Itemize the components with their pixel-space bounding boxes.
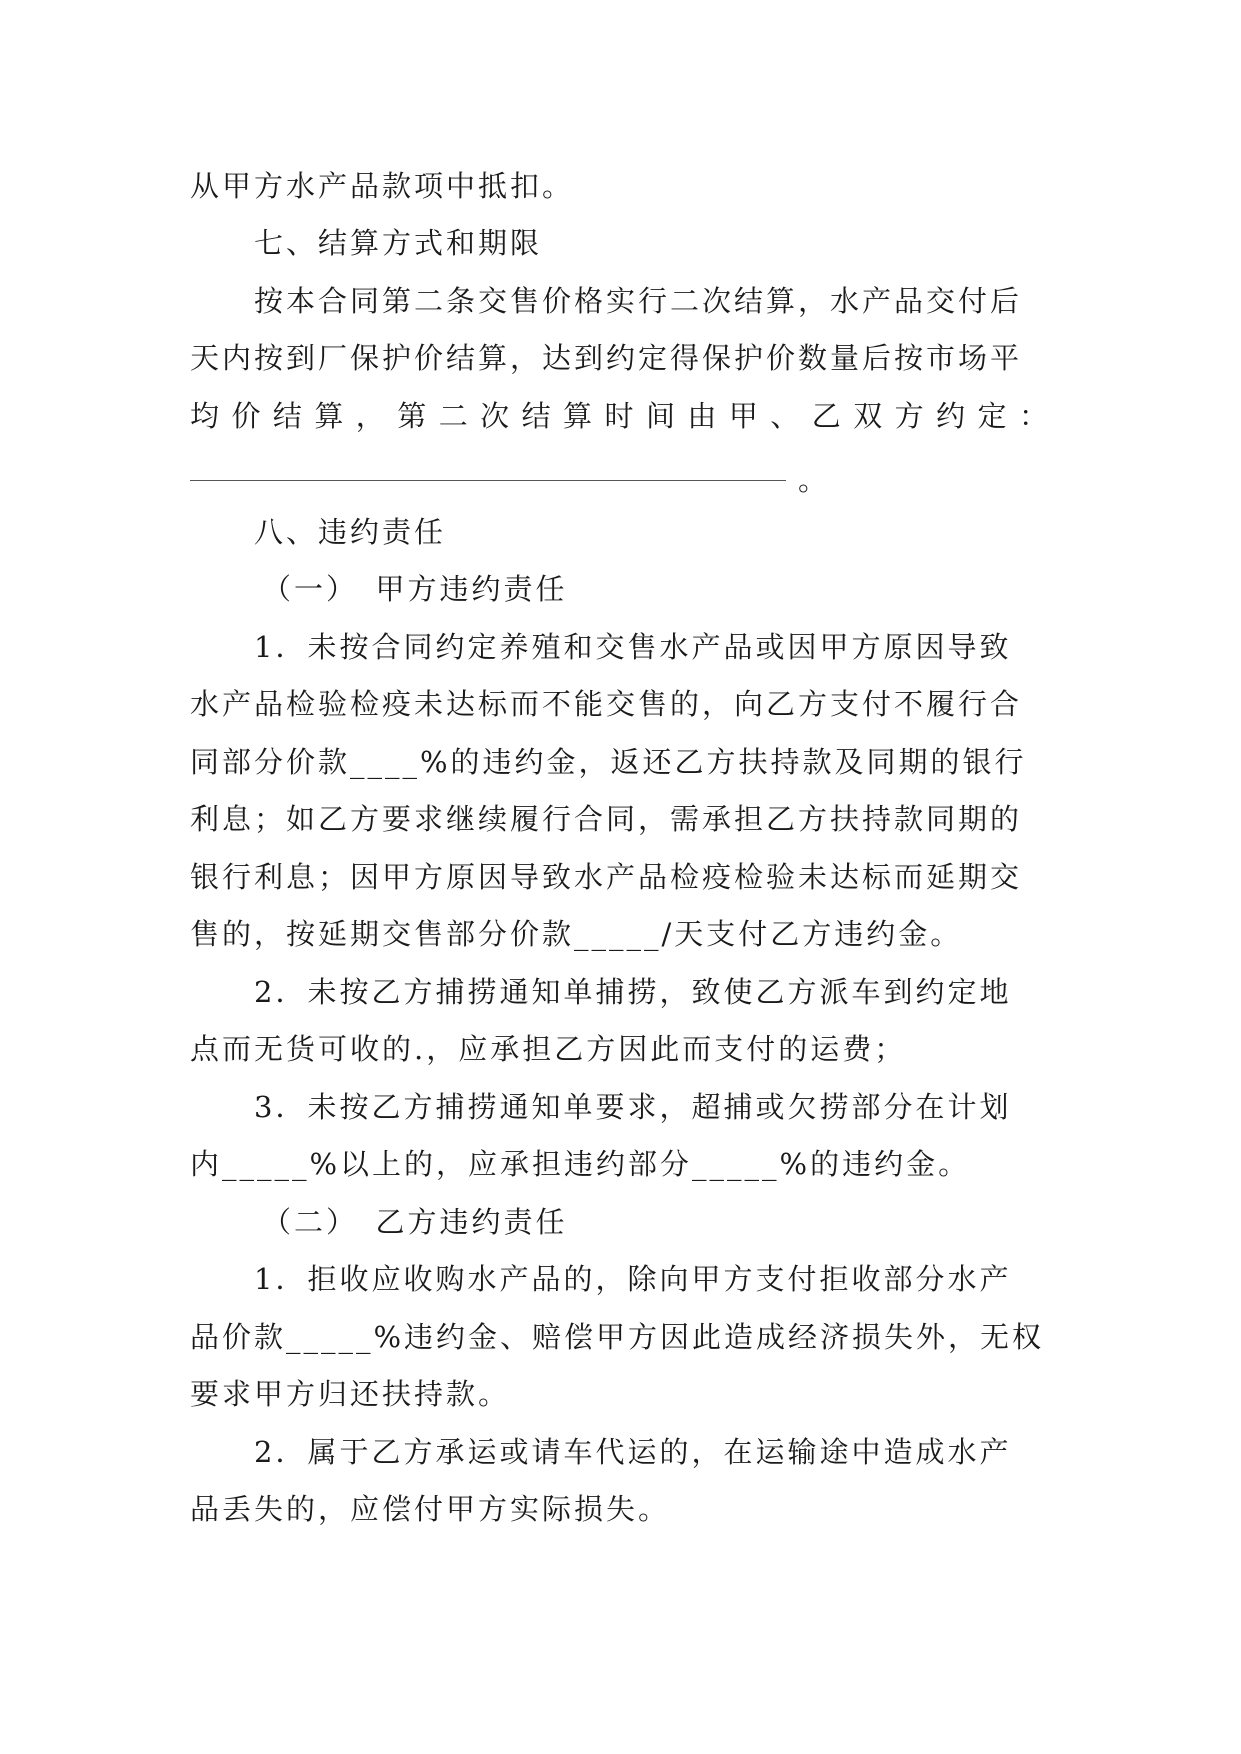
section-heading-liability: 八、违约责任 xyxy=(254,515,447,549)
text-line: 售的，按延期交售部分价款_____/天支付乙方违约金。 xyxy=(190,917,963,951)
text-line: 同部分价款____%的违约金，返还乙方扶持款及同期的银行 xyxy=(190,745,1027,779)
fill-in-blank-line xyxy=(190,480,786,481)
text-line: 1．拒收应收购水产品的，除向甲方支付拒收部分水产 xyxy=(254,1262,1012,1296)
text-line: 天内按到厂保护价结算，达到约定得保护价数量后按市场平 xyxy=(190,341,1023,375)
text-line: 按本合同第二条交售价格实行二次结算，水产品交付后 xyxy=(254,284,1023,318)
section-heading-settlement: 七、结算方式和期限 xyxy=(254,226,543,260)
text-line: 3．未按乙方捕捞通知单要求，超捕或欠捞部分在计划 xyxy=(254,1090,1012,1124)
text-line: 2．未按乙方捕捞通知单捕捞，致使乙方派车到约定地 xyxy=(254,975,1012,1009)
text-line: 从甲方水产品款项中抵扣。 xyxy=(190,169,575,203)
text-line: 品丢失的，应偿付甲方实际损失。 xyxy=(190,1492,671,1526)
text-line: 1．未按合同约定养殖和交售水产品或因甲方原因导致 xyxy=(254,630,1012,664)
subsection-heading-party-b: （二） 乙方违约责任 xyxy=(262,1205,568,1239)
text-line: 内_____%以上的，应承担违约部分_____%的违约金。 xyxy=(190,1147,971,1181)
text-line: 要求甲方归还扶持款。 xyxy=(190,1377,511,1411)
text-line: 品价款_____%违约金、赔偿甲方因此造成经济损失外，无权 xyxy=(190,1320,1045,1354)
blank-line-period: 。 xyxy=(798,463,831,497)
text-line: 银行利息；因甲方原因导致水产品检疫检验未达标而延期交 xyxy=(190,860,1023,894)
text-line: 点而无货可收的.，应承担乙方因此而支付的运费； xyxy=(190,1032,907,1066)
text-line: 2．属于乙方承运或请车代运的，在运输途中造成水产 xyxy=(254,1435,1012,1469)
text-line: 利息；如乙方要求继续履行合同，需承担乙方扶持款同期的 xyxy=(190,802,1023,836)
text-line: 均价结算，第二次结算时间由甲、乙双方约定： xyxy=(190,399,1050,433)
subsection-heading-party-a: （一） 甲方违约责任 xyxy=(262,572,568,606)
text-line: 水产品检验检疫未达标而不能交售的，向乙方支付不履行合 xyxy=(190,687,1023,721)
